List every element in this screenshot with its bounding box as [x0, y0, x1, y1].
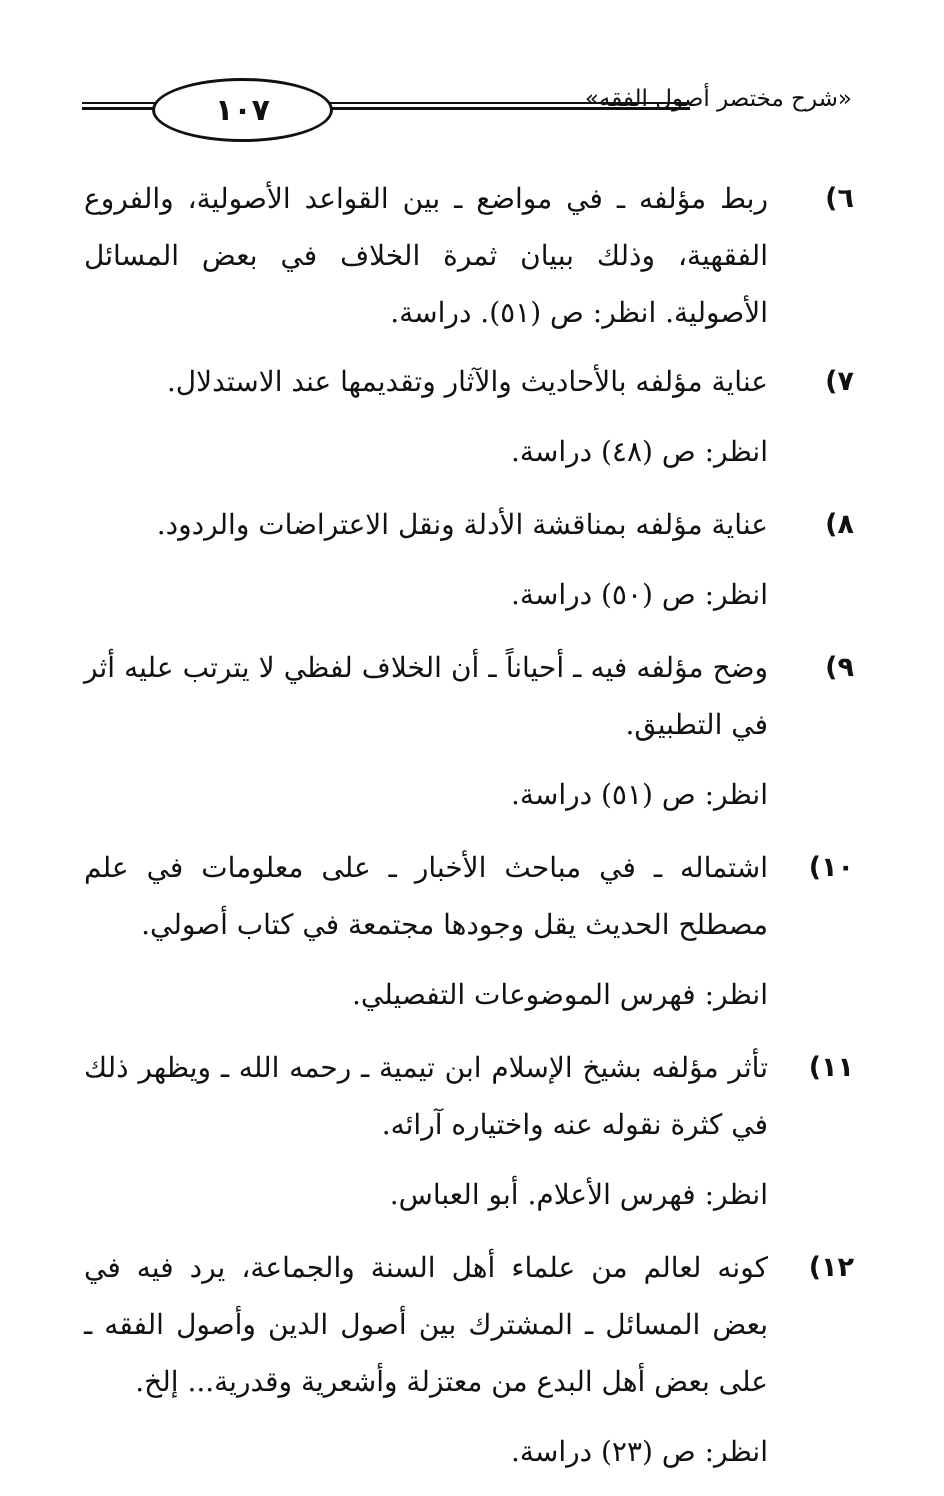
item-number: ١١)	[808, 1052, 854, 1083]
list-item-9	[84, 639, 854, 753]
item-number: ٦)	[825, 183, 854, 214]
list-item-10	[84, 839, 854, 953]
running-title: «شرح مختصر أصول الفقه»	[584, 86, 852, 112]
list-item-8	[84, 496, 854, 553]
item-text: اشتماله ـ في مباحث الأخبار ـ على معلومات في علم مصطلح الحديث يقل وجودها مجتمعة في كتاب أصولي.	[84, 851, 768, 941]
item-number: ٧)	[825, 366, 854, 397]
item-text: كونه لعالم من علماء أهل السنة والجماعة، يرد فيه في بعض المسائل ـ المشترك بين أصول الدين وأصول الفقه ـ على بعض أهل البدع من معتزلة وأشعرية وقدرية... إلخ.	[84, 1251, 768, 1398]
item-text: تأثر مؤلفه بشيخ الإسلام ابن تيمية ـ رحمه الله ـ ويظهر ذلك في كثرة نقوله عنه واختياره آرائه.	[84, 1051, 768, 1141]
item-reference: انظر: ص (٢٣) دراسة.	[510, 1435, 768, 1468]
item-reference: انظر: ص (٥٠) دراسة.	[510, 578, 768, 611]
page-header	[82, 68, 852, 138]
item-reference: انظر: ص (٥١) دراسة.	[510, 778, 768, 811]
item-text: عناية مؤلفه بمناقشة الأدلة ونقل الاعتراضات والردود.	[156, 508, 768, 541]
item-number: ٩)	[825, 652, 854, 683]
page-number: ١٠٧	[152, 78, 333, 142]
list-item-12	[84, 1239, 854, 1410]
item-text: عناية مؤلفه بالأحاديث والآثار وتقديمها عند الاستدلال.	[166, 365, 768, 398]
item-number: ١٠)	[808, 852, 854, 883]
page-body	[84, 170, 854, 1496]
item-reference: انظر: ص (٤٨) دراسة.	[510, 435, 768, 468]
list-item-6	[84, 170, 854, 341]
item-reference: انظر: فهرس الموضوعات التفصيلي.	[351, 978, 768, 1011]
list-item-7	[84, 353, 854, 410]
item-text: وضح مؤلفه فيه ـ أحياناً ـ أن الخلاف لفظي لا يترتب عليه أثر في التطبيق.	[84, 651, 768, 741]
item-reference: انظر: فهرس الأعلام. أبو العباس.	[389, 1178, 768, 1211]
list-item-11	[84, 1039, 854, 1153]
item-number: ١٢)	[808, 1252, 854, 1283]
item-number: ٨)	[825, 509, 854, 540]
item-text: ربط مؤلفه ـ في مواضع ـ بين القواعد الأصولية، والفروع الفقهية، وذلك ببيان ثمرة الخلاف في بعض المسائل الأصولية. انظر: ص (٥١). دراسة.	[84, 182, 768, 329]
